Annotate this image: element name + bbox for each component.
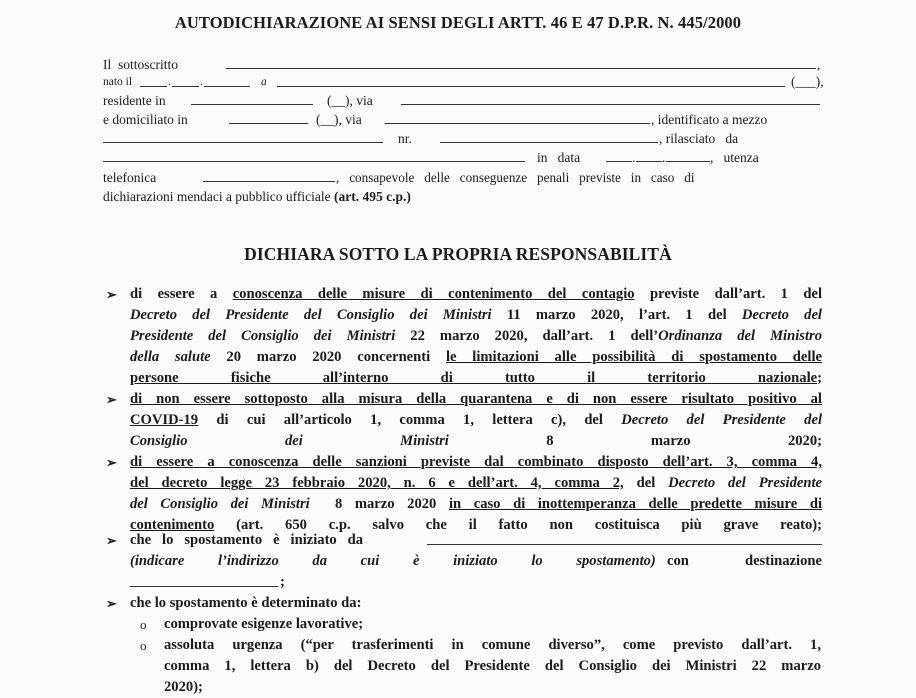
movement-destination-field[interactable] <box>130 574 278 587</box>
underlined-text: in caso di inottemperanza delle predette misure di <box>448 496 823 512</box>
date-separator: . <box>200 76 203 88</box>
italic-text: Decreto del Presidente del Consiglio dei Ministri <box>130 307 492 323</box>
document-title: AUTODICHIARAZIONE AI SENSI DEGLI ARTT. 46 E 47 D.P.R. N. 445/2000 <box>174 13 742 32</box>
movement-destination-row <box>130 572 822 593</box>
text: 8 marzo 2020 <box>309 496 449 512</box>
declaration-line <box>130 284 822 305</box>
nr-label: nr. <box>398 131 412 146</box>
movement-origin-field[interactable] <box>427 532 822 545</box>
declaration-line <box>130 347 822 368</box>
issue-year-field[interactable] <box>666 149 710 162</box>
underlined-text: di non essere sottoposto alla misura della quarantena e di non essere risultato positivo al <box>130 391 822 407</box>
underlined-text: del decreto legge 23 febbraio 2020, n. 6 e dell’art. 4, comma 2, <box>130 475 624 491</box>
arrow-bullet-icon: ➢ <box>106 533 117 548</box>
identified-label: , identificato a mezzo <box>651 112 768 127</box>
declaration-line <box>130 431 822 452</box>
id-document-number-field[interactable] <box>440 130 658 143</box>
residence-street-field[interactable] <box>401 92 820 105</box>
declaration-line <box>130 473 822 494</box>
issued-by-label: , rilasciato da <box>659 131 739 146</box>
birth-month-field[interactable] <box>172 74 199 87</box>
domicile-street-field[interactable] <box>385 111 650 124</box>
movement-indicate-row <box>130 551 822 572</box>
semicolon: ; <box>280 574 285 590</box>
reason-label: che lo spostamento è determinato da: <box>130 595 362 611</box>
reason-option-text <box>164 635 821 698</box>
text: 11 marzo 2020, l’art. 1 del <box>491 307 742 323</box>
resident-label: residente in <box>103 93 166 108</box>
form-line-false-declaration <box>103 188 820 206</box>
born-at-label: a <box>261 76 267 88</box>
italic-text: Decreto del Presidente del <box>621 412 823 428</box>
birth-day-field[interactable] <box>140 74 167 87</box>
reason-option-line: comma 1, lettera b) del Decreto del Presidente del Consiglio dei Ministri 22 marzo <box>164 658 821 674</box>
form-line-birth <box>103 73 824 91</box>
italic-text: del Consiglio dei Ministri <box>130 496 310 512</box>
declaration-line <box>130 305 822 326</box>
phone-label: telefonica <box>103 170 157 185</box>
undersigned-label: Il sottoscritto <box>103 57 178 72</box>
declaration-line <box>130 452 822 473</box>
circle-bullet-icon[interactable]: o <box>140 638 147 653</box>
declaration-text <box>130 452 822 536</box>
declaration-line <box>130 410 822 431</box>
text: di essere a <box>130 286 233 302</box>
reason-option-line: 2020); <box>164 679 203 695</box>
text: di cui all’articolo 1, comma 1, lettera c), del <box>198 412 622 428</box>
declaration-line <box>130 368 822 389</box>
domicile-city-field[interactable] <box>229 111 308 124</box>
undersigned-name-field[interactable] <box>226 56 816 69</box>
domicile-province-field[interactable]: (__), via <box>316 112 362 127</box>
underlined-text: le limitazioni alle possibilità di spostamento delle <box>445 349 822 365</box>
date-separator: . <box>632 150 636 165</box>
form-line-residence <box>103 92 820 110</box>
underlined-text: conoscenza delle misure di contenimento del contagio <box>232 286 635 302</box>
italic-text: della salute <box>130 349 211 365</box>
italic-text: Consiglio dei Ministri <box>130 433 449 449</box>
reason-option-line: assoluta urgenza (“per trasferimenti in comune diverso”, come previsto dall’art. 1, <box>164 637 821 653</box>
arrow-bullet-icon: ➢ <box>106 392 117 407</box>
false-declaration-reference: (art. 495 c.p.) <box>334 189 411 204</box>
text: (art. 650 c.p. salvo che il fatto non costituisca più grave reato); <box>214 517 822 533</box>
arrow-bullet-icon: ➢ <box>106 596 117 611</box>
text: ; <box>817 370 822 386</box>
issue-month-field[interactable] <box>636 149 662 162</box>
text: del <box>623 475 669 491</box>
phone-number-field[interactable] <box>203 169 335 182</box>
form-line-phone <box>103 169 820 187</box>
declaration-text <box>130 284 822 389</box>
declaration-line <box>130 326 822 347</box>
arrow-bullet-icon: ➢ <box>106 455 117 470</box>
text: 8 marzo 2020; <box>448 433 822 449</box>
italic-text: Decreto del <box>741 307 822 323</box>
birth-place-field[interactable] <box>277 74 785 87</box>
italic-text: Presidente del Consiglio dei Ministri <box>130 328 396 344</box>
date-separator: . <box>662 150 666 165</box>
born-label: nato il <box>103 76 133 88</box>
domiciled-label: e domiciliato in <box>103 112 188 127</box>
issue-date-label: in data <box>537 150 581 165</box>
date-separator: . <box>168 76 171 88</box>
movement-started-row <box>130 530 822 551</box>
declaration-heading: DICHIARA SOTTO LA PROPRIA RESPONSABILITÀ <box>244 244 672 264</box>
residence-city-field[interactable] <box>191 92 313 105</box>
underlined-text: contenimento <box>130 517 215 533</box>
movement-indicate-label: (indicare l’indirizzo da cui è iniziato lo spostamento) <box>130 553 656 569</box>
form-line-domicile <box>103 111 820 129</box>
arrow-bullet-icon: ➢ <box>106 287 117 302</box>
reason-option-line: comprovate esigenze lavorative; <box>164 616 364 632</box>
residence-province-field[interactable]: (__), via <box>327 93 373 108</box>
declaration-line <box>130 494 822 515</box>
declaration-text <box>130 389 822 452</box>
id-document-type-field[interactable] <box>103 130 383 143</box>
comma: , <box>817 57 821 72</box>
awareness-label: , consapevole delle conseguenze penali previste in caso di <box>336 170 695 185</box>
text: 22 marzo 2020, dall’art. 1 dell’ <box>395 328 659 344</box>
form-line-issue-date <box>103 149 820 167</box>
text: 20 marzo 2020 concernenti <box>210 349 446 365</box>
italic-text: Decreto del Presidente <box>668 475 822 491</box>
form-line-id-document <box>103 130 820 148</box>
form-line-undersigned <box>103 56 820 74</box>
utenza-label: , utenza <box>710 150 759 165</box>
underlined-text: di essere a conoscenza delle sanzioni previste dal combinato disposto dell’art. 3, comma 4, <box>130 454 822 470</box>
movement-destination-label: con destinazione <box>667 553 822 569</box>
false-declaration-text: dichiarazioni mendaci a pubblico ufficiale <box>103 189 331 204</box>
text: previste dall’art. 1 del <box>634 286 822 302</box>
italic-text: Ordinanza del Ministro <box>658 328 822 344</box>
underlined-text: COVID-19 <box>130 412 199 428</box>
birth-year-field[interactable] <box>204 74 250 87</box>
underlined-text: persone fisiche all’interno di tutto il territorio nazionale <box>130 370 818 386</box>
issue-day-field[interactable] <box>606 149 632 162</box>
reason-option-text <box>164 614 821 635</box>
circle-bullet-icon[interactable]: o <box>140 617 147 632</box>
movement-started-label: che lo spostamento è iniziato da <box>130 532 364 548</box>
issuing-authority-field[interactable] <box>103 149 525 162</box>
birth-province-field[interactable]: (___), <box>791 74 824 89</box>
declaration-line <box>130 389 822 410</box>
